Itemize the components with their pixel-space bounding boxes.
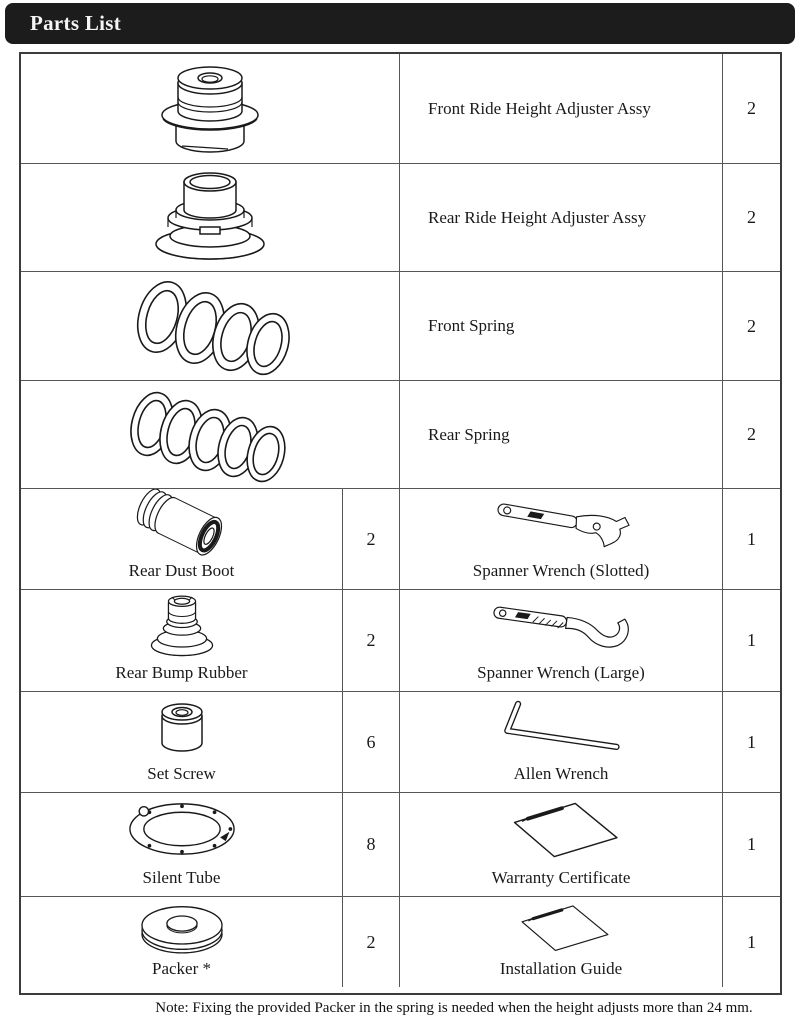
rear-bump-rubber-icon bbox=[117, 590, 247, 664]
part-qty: 2 bbox=[343, 897, 400, 987]
set-screw-cell bbox=[21, 692, 343, 793]
front-ride-height-adjuster-image-cell bbox=[21, 54, 400, 164]
silent-tube-cell bbox=[21, 793, 343, 897]
spanner-wrench-large-icon bbox=[461, 592, 661, 662]
part-qty: 1 bbox=[747, 931, 756, 952]
part-label: Rear Dust Boot bbox=[128, 561, 235, 581]
part-qty: 2 bbox=[343, 489, 400, 590]
allen-wrench-cell bbox=[400, 692, 723, 793]
packer-cell bbox=[21, 897, 343, 987]
part-qty: 2 bbox=[723, 164, 780, 272]
page-title: Parts List bbox=[30, 11, 122, 35]
part-qty: 1 bbox=[723, 590, 780, 692]
installation-guide-icon bbox=[486, 898, 636, 960]
part-label: Spanner Wrench (Large) bbox=[477, 663, 645, 683]
rear-spring-image-cell bbox=[21, 381, 400, 489]
front-spring-icon bbox=[120, 273, 300, 379]
part-label: Allen Wrench bbox=[513, 764, 609, 784]
front-ride-height-adjuster-icon bbox=[130, 57, 290, 161]
part-qty: 2 bbox=[723, 272, 780, 381]
part-name: Rear Ride Height Adjuster Assy bbox=[400, 164, 723, 272]
rear-ride-height-adjuster-image-cell bbox=[21, 164, 400, 272]
part-qty: 1 bbox=[723, 692, 780, 793]
part-name: Front Spring bbox=[400, 272, 723, 381]
warranty-certificate-icon bbox=[486, 794, 636, 868]
part-qty: 1 bbox=[723, 489, 780, 590]
parts-list-header bbox=[5, 3, 795, 44]
part-qty: 2 bbox=[723, 54, 780, 164]
part-qty: 2 bbox=[723, 381, 780, 489]
spanner-wrench-slotted-icon bbox=[461, 489, 661, 562]
part-qty: 1 bbox=[723, 793, 780, 897]
rear-bump-rubber-cell bbox=[21, 590, 343, 692]
rear-spring-icon bbox=[120, 382, 300, 488]
set-screw-icon bbox=[150, 699, 214, 759]
parts-table bbox=[19, 52, 782, 995]
part-name: Rear Spring bbox=[400, 381, 723, 489]
part-label: Packer * bbox=[151, 959, 211, 979]
part-name: Front Ride Height Adjuster Assy bbox=[400, 54, 723, 164]
warranty-certificate-cell bbox=[400, 793, 723, 897]
rear-dust-boot-cell bbox=[21, 489, 343, 590]
packer-icon bbox=[126, 897, 238, 960]
packer-note: Note: Fixing the provided Packer in the spring is needed when the height adjusts more than 24 mm. bbox=[155, 1000, 753, 1016]
front-spring-image-cell bbox=[21, 272, 400, 381]
rear-ride-height-adjuster-icon bbox=[130, 166, 290, 270]
part-label: Set Screw bbox=[147, 764, 216, 784]
allen-wrench-icon bbox=[471, 695, 651, 763]
part-label: Installation Guide bbox=[499, 959, 623, 979]
part-label: Rear Bump Rubber bbox=[115, 663, 248, 683]
spanner-wrench-large-cell bbox=[400, 590, 723, 692]
part-qty: 8 bbox=[343, 793, 400, 897]
part-qty: 2 bbox=[343, 590, 400, 692]
silent-tube-icon bbox=[107, 793, 257, 869]
spanner-wrench-slotted-cell bbox=[400, 489, 723, 590]
rear-dust-boot-icon bbox=[107, 489, 257, 562]
part-label: Silent Tube bbox=[142, 868, 221, 888]
part-label: Spanner Wrench (Slotted) bbox=[472, 561, 650, 581]
part-label: Warranty Certificate bbox=[491, 868, 631, 888]
installation-guide-cell bbox=[400, 897, 723, 987]
part-qty: 6 bbox=[343, 692, 400, 793]
